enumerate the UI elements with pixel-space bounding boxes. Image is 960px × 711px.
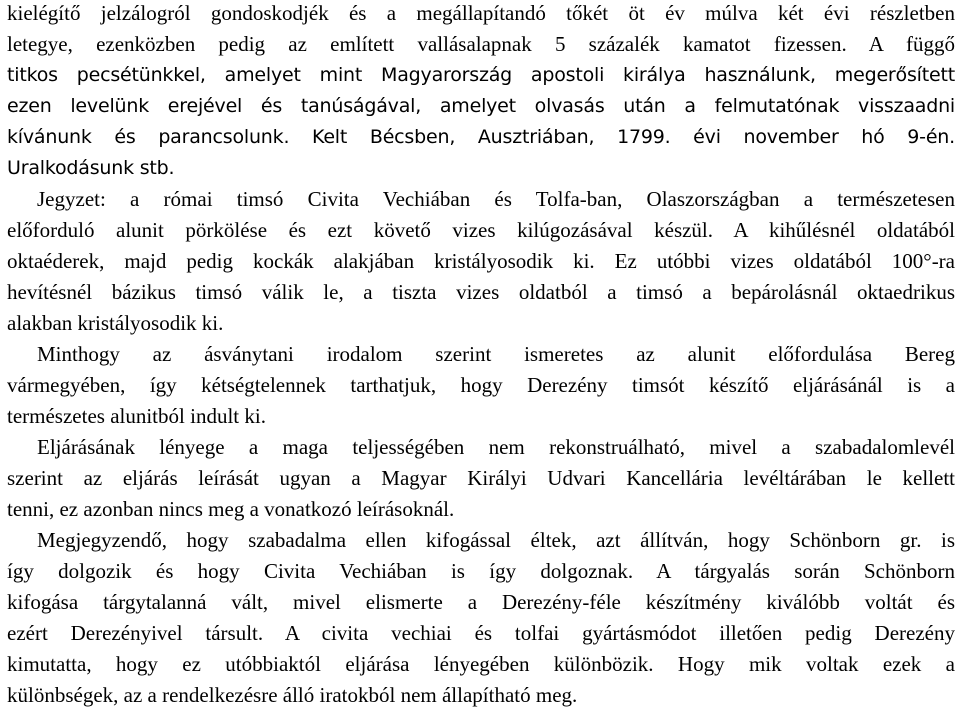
text-line: tenni, ez azonban nincs meg a vonatkozó leírásoknál. — [7, 497, 455, 521]
text-line: alakban kristályosodik ki. — [7, 311, 224, 335]
text-line: természetes alunitból indult ki. — [7, 404, 266, 428]
document-page — [7, 0, 955, 711]
text-line: Minthogy az ásványtani irodalom szerint ismeretes az alunit előfordulása Bereg — [37, 342, 955, 366]
text-line: titkos pecsétünkkel, amelyet mint Magyarország apostoli királya használunk, megerősített — [7, 64, 955, 86]
text-line: kimutatta, hogy ez utóbbiaktól eljárása lényegében különbözik. Hogy mik voltak ezek a — [7, 652, 955, 676]
text-line: előforduló alunit pörkölése és ezt követő vizes kilúgozásával készül. A kihűlésnél oldatából — [7, 218, 955, 242]
text-line: letegye, ezenközben pedig az említett vallásalapnak 5 százalék kamatot fizessen. A függő — [7, 32, 955, 56]
text-line: kielégítő jelzálogról gondoskodjék és a megállapítandó tőkét öt év múlva két évi részletben — [7, 1, 955, 25]
text-line: különbségek, az a rendelkezésre álló iratokból nem állapítható meg. — [7, 683, 578, 707]
text-line: szerint az eljárás leírását ugyan a Magyar Királyi Udvari Kancellária levéltárában le kellett — [7, 466, 955, 490]
text-line: ezért Derezényivel társult. A civita vechiai és tolfai gyártásmódot illetően pedig Derezény — [7, 621, 955, 645]
text-line: Jegyzet: a római timsó Civita Vechiában és Tolfa-ban, Olaszországban a természetesen — [37, 187, 955, 211]
text-line: oktaéderek, majd pedig kockák alakjában kristályosodik ki. Ez utóbbi vizes oldatából 100°-ra — [7, 249, 955, 273]
text-line: ezen levelünk erejével és tanúságával, amelyet olvasás után a felmutatónak visszaadni — [7, 95, 955, 117]
text-line: kívánunk és parancsolunk. Kelt Bécsben, Ausztriában, 1799. évi november hó 9-én. — [7, 126, 955, 148]
text-line: Eljárásának lényege a maga teljességében nem rekonstruálható, mivel a szabadalomlevél — [37, 435, 955, 459]
text-line: kifogása tárgytalanná vált, mivel elismerte a Derezény-féle készítmény kiválóbb voltát és — [7, 590, 955, 614]
text-line: vármegyében, így kétségtelennek tarthatjuk, hogy Derezény timsót készítő eljárásánál is a — [7, 373, 955, 397]
text-line: hevítésnél bázikus timsó válik le, a tiszta vizes oldatból a timsó a bepárolásnál oktaedrikus — [7, 280, 955, 304]
text-line: így dolgozik és hogy Civita Vechiában is így dolgoznak. A tárgyalás során Schönborn — [7, 559, 955, 583]
text-line: Megjegyzendő, hogy szabadalma ellen kifogással éltek, azt állítván, hogy Schönborn gr. is — [37, 528, 955, 552]
text-line: Uralkodásunk stb. — [7, 157, 175, 179]
